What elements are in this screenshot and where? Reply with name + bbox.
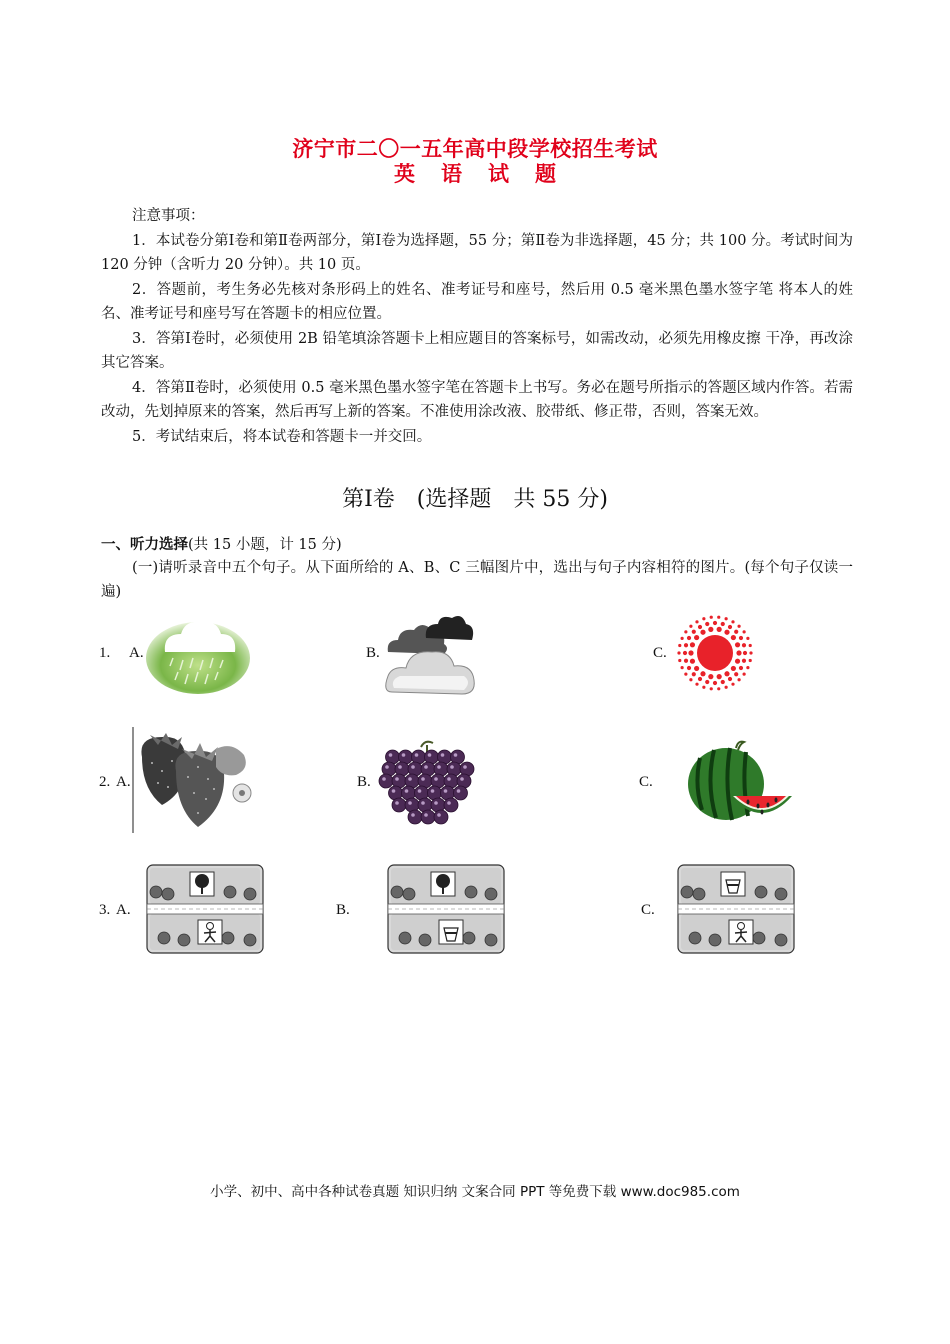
option-label: A. — [129, 645, 144, 661]
option-label: A. — [116, 774, 131, 790]
street-scene-c — [677, 864, 795, 954]
note-item: 1．本试卷分第Ⅰ卷和第Ⅱ卷两部分，第Ⅰ卷为选择题，55 分；第Ⅱ卷为非选择题，45 分；共 100 分。考试时间为 120 分钟（含听力 20 分钟）。共 10 页。 — [101, 232, 853, 273]
strawberry-icon — [132, 727, 256, 833]
section-title: 第Ⅰ卷 (选择题 共 55 分) — [342, 487, 608, 512]
listening-instruction: (一)请听录音中五个句子。从下面所给的 A、B、C 三幅图片中，选出与句子内容相符的图片。(每个句子仅读一遍) — [101, 560, 853, 600]
street-scene-a — [146, 864, 264, 954]
option-label: C. — [641, 902, 655, 918]
exam-notes — [101, 204, 853, 449]
note-item: 5．考试结束后，将本试卷和答题卡一并交回。 — [132, 428, 432, 445]
option-label: B. — [366, 645, 380, 661]
note-item: 3．答第Ⅰ卷时，必须使用 2B 铅笔填涂答题卡上相应题目的答案标号，如需改动，必须先用橡皮擦 干净，再改涂其它答案。 — [101, 330, 853, 371]
watermelon-icon — [686, 738, 794, 828]
question-number: 3. — [99, 902, 111, 918]
rain-cloud-icon — [145, 612, 251, 694]
notes-heading: 注意事项： — [132, 208, 205, 224]
sun-icon — [672, 610, 758, 696]
grapes-icon — [375, 737, 475, 831]
option-label: C. — [653, 645, 667, 661]
listening-heading-label: 一、听力选择 — [101, 536, 188, 553]
listening-heading-note: (共 15 小题，计 15 分) — [188, 537, 342, 553]
listening-heading — [101, 533, 342, 554]
option-label: B. — [336, 902, 350, 918]
street-scene-b — [387, 864, 505, 954]
page-footer: 小学、初中、高中各种试卷真题 知识归纳 文案合同 PPT 等免费下载 www.doc985.com — [210, 1184, 740, 1200]
option-label: B. — [357, 774, 371, 790]
note-item: 4．答第Ⅱ卷时，必须使用 0.5 毫米黑色墨水签字笔在答题卡上书写。务必在题号所指示的答题区域内作答。若需改动，先划掉原来的答案，然后再写上新的答案。不准使用涂改液、胶带纸、修正带，否则，答案无效。 — [101, 379, 853, 420]
option-label: A. — [116, 902, 131, 918]
question-number: 2. — [99, 774, 111, 790]
cloudy-icon — [384, 610, 478, 696]
question-number: 1. — [99, 645, 111, 661]
exam-subject-title: 英语试题 — [394, 161, 582, 186]
note-item: 2．答题前，考生务必先核对条形码上的姓名、准考证号和座号，然后用 0.5 毫米黑色墨水签字笔 将本人的姓名、准考证号和座号写在答题卡的相应位置。 — [101, 281, 853, 322]
option-label: C. — [639, 774, 653, 790]
exam-title: 济宁市二〇一五年高中段学校招生考试 — [292, 136, 658, 161]
